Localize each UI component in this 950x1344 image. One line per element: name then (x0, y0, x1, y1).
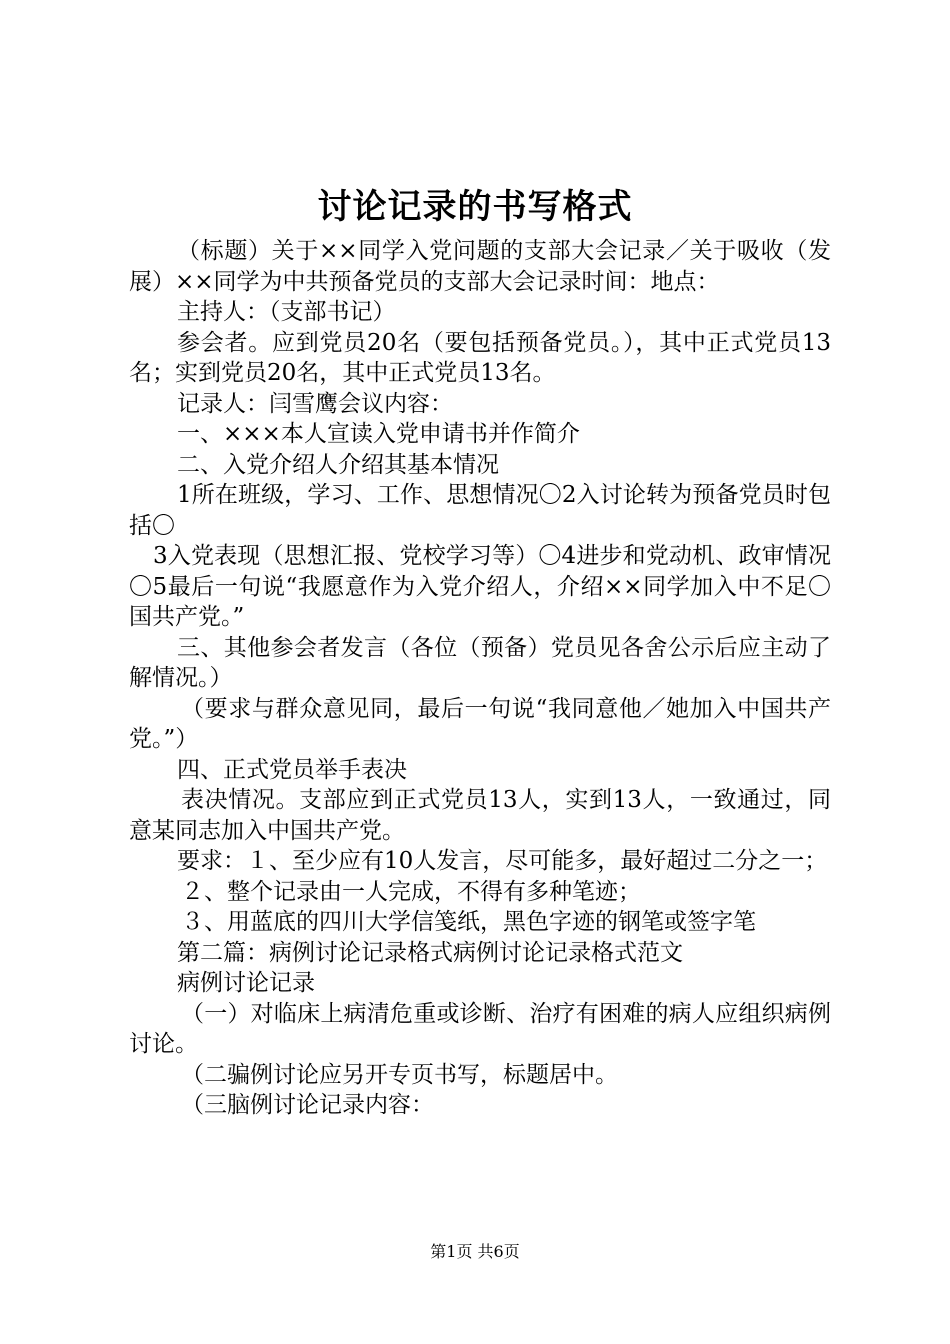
document-title: 讨论记录的书写格式 (317, 187, 633, 227)
paragraph-host: 主持人：（支部书记） (177, 299, 396, 325)
paragraph-item-3: 三、其他参会者发言（各位（预备）党员见各舍公示后应主动了解情况。） (129, 634, 831, 691)
paragraph-requirement-3: ３、用蓝底的四川大学信笺纸，黑色字迹的钢笔或签字笔 (181, 909, 756, 935)
paragraph-item-2: 二、入党介绍人介绍其基本情况 (177, 451, 499, 478)
paragraph-attendees: 参会者。应到党员20名（要包括预备党员。），其中正式党员13名；实到党员20名，其中正式党员13名。 (129, 329, 831, 386)
document-body (129, 236, 831, 1121)
paragraph-heading-info: （标题）关于××同学入党问题的支部大会记录／关于吸收（发展）××同学为中共预备党员的支部大会记录时间：地点： (129, 238, 831, 295)
paragraph-introducer-points-b: 3入党表现（思想汇报、党校学习等）〇4进步和党动机、政审情况〇5最后一句说“我愿意作为入党介绍人，介绍××同学加入中不足〇国共产党。” (129, 543, 831, 630)
page-footer: 第1页 共6页 (430, 1242, 520, 1261)
paragraph-case-discussion-heading: 病例讨论记录 (177, 970, 315, 996)
paragraph-requirement-2: ２、整个记录由一人完成，不得有多种笔迹； (181, 878, 641, 905)
paragraph-vote-result: 表决情况。支部应到正式党员13人，实到13人，一致通过，同意某同志加入中国共产党。 (129, 787, 831, 844)
paragraph-case-rule-1: （一）对临床上病清危重或诊断、治疗有困难的病人应组织病例讨论。 (129, 1000, 831, 1057)
paragraph-requirement-note: （要求与群众意见同，最后一句说“我同意他／她加入中国共产党。”） (129, 695, 831, 752)
paragraph-item-4: 四、正式党员举手表决 (177, 756, 407, 783)
paragraph-item-1: 一、×××本人宣读入党申请书并作简介 (177, 421, 580, 447)
paragraph-case-rule-2: （二骗例讨论应另开专页书写，标题居中。 (181, 1061, 618, 1088)
paragraph-case-rule-3: （三脑例讨论记录内容： (181, 1092, 434, 1118)
paragraph-second-article: 第二篇：病例讨论记录格式病例讨论记录格式范文 (177, 939, 683, 966)
paragraph-requirements: 要求：１、至少应有10人发言，尽可能多，最好超过二分之一； (177, 848, 828, 874)
paragraph-recorder: 记录人：闫雪鹰会议内容： (177, 390, 453, 417)
paragraph-introducer-points-a: 1所在班级，学习、工作、思想情况〇2入讨论转为预备党员时包括〇 (129, 482, 831, 539)
